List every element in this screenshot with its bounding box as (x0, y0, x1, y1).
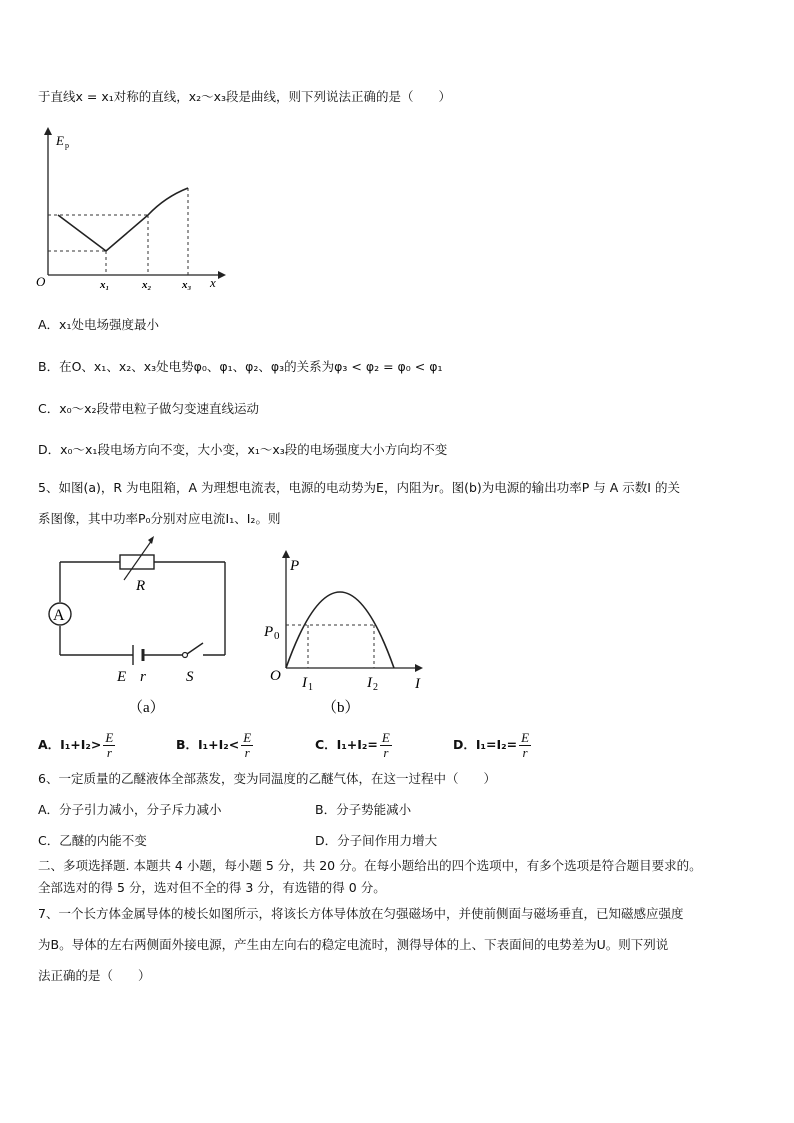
frac-num: E (243, 730, 252, 745)
tick-x1: x₁ (100, 279, 110, 291)
q4-option-c: C．x₀～x₂段带电粒子做匀变速直线运动 (38, 401, 260, 416)
ep-axis-label: E (56, 133, 64, 148)
caption-a: （a） (128, 700, 165, 716)
origin-label: O (36, 274, 46, 289)
tick-x3: x₃ (182, 279, 192, 291)
q5-option-c (315, 731, 392, 760)
section2-line1: 二、多项选择题. 本题共 4 小题，每小题 5 分，共 20 分。在每小题给出的四个选项中，有多个选项是符合题目要求的。 (38, 858, 702, 873)
ammeter-label: A (53, 607, 65, 624)
q6-option-c: C．乙醚的内能不变 (38, 833, 147, 848)
frac-den: r (244, 745, 250, 760)
q5-stem-line2: 系图像，其中功率P₀分别对应电流I₁、I₂。则 (38, 511, 281, 526)
origin-label: O (270, 668, 281, 684)
q5-option-a-text: A．I₁+I₂> (38, 737, 102, 752)
q5-stem-line1: 5、如图(a)，R 为电阻箱，A 为理想电流表，电源的电动势为E，内阻为r。图(b)为电源的输出功率P 与 A 示数I 的关 (38, 480, 680, 495)
x-axis-label: x (210, 275, 216, 290)
frac-num: E (521, 730, 530, 745)
q5-option-d (453, 731, 531, 760)
q7-line2: 为B。导体的左右两侧面外接电源，产生由左向右的稳定电流时，测得导体的上、下表面间的电势差为U。则下列说 (38, 937, 669, 952)
i2-label: I (367, 675, 372, 691)
tick-x2: x₂ (142, 279, 152, 291)
ep-axis-sub: p (65, 141, 69, 150)
p0-sub: 0 (274, 630, 280, 642)
q5-circuit-diagram (40, 530, 245, 720)
q6-option-a: A．分子引力减小，分子斥力减小 (38, 802, 222, 817)
q4-option-a: A．x₁处电场强度最小 (38, 317, 159, 332)
i2-sub: 2 (373, 682, 378, 693)
caption-b: （b） (322, 700, 360, 716)
internal-resistance-label: r (140, 669, 146, 685)
resistor-label: R (136, 578, 146, 594)
q4-stem: 于直线x = x₁对称的直线，x₂～x₃段是曲线，则下列说法正确的是（ ） (38, 89, 452, 104)
section2-line2: 全部选对的得 5 分，选对但不全的得 3 分，有选错的得 0 分。 (38, 880, 386, 895)
q5-option-c-text: C．I₁+I₂= (315, 737, 378, 752)
q6-stem: 6、一定质量的乙醚液体全部蒸发，变为同温度的乙醚气体，在这一过程中（ ） (38, 771, 496, 786)
p-axis-label: P (290, 558, 300, 574)
frac-den: r (106, 745, 112, 760)
q5-option-d-text: D．I₁=I₂= (453, 737, 518, 752)
i1-label: I (302, 675, 307, 691)
q5-option-a (38, 731, 115, 760)
switch-label: S (186, 669, 194, 685)
frac-den: r (522, 745, 528, 760)
frac-den: r (383, 745, 389, 760)
q4-option-b: B．在O、x₁、x₂、x₃处电势φ₀、φ₁、φ₂、φ₃的关系为φ₃ < φ₂ = φ₀ < φ₁ (38, 359, 443, 374)
emf-label: E (117, 669, 127, 685)
q5-power-current-graph (260, 548, 440, 720)
i1-sub: 1 (308, 682, 313, 693)
q4-option-d: D．x₀～x₁段电场方向不变，大小变，x₁～x₃段的电场强度大小方向均不变 (38, 442, 448, 457)
q5-option-b (176, 731, 253, 760)
q7-line1: 7、一个长方体金属导体的棱长如图所示，将该长方体导体放在匀强磁场中，并使前侧面与磁场垂直，已知磁感应强度 (38, 906, 684, 921)
q6-option-b: B．分子势能减小 (315, 802, 412, 817)
i-axis-label: I (415, 676, 420, 692)
frac-num: E (105, 730, 114, 745)
p0-label: P (264, 624, 274, 640)
q6-option-d: D．分子间作用力增大 (315, 833, 438, 848)
frac-num: E (381, 730, 390, 745)
q7-line3: 法正确的是（ ） (38, 968, 151, 983)
q5-option-b-text: B．I₁+I₂< (176, 737, 240, 752)
q4-ep-graph (30, 125, 230, 295)
